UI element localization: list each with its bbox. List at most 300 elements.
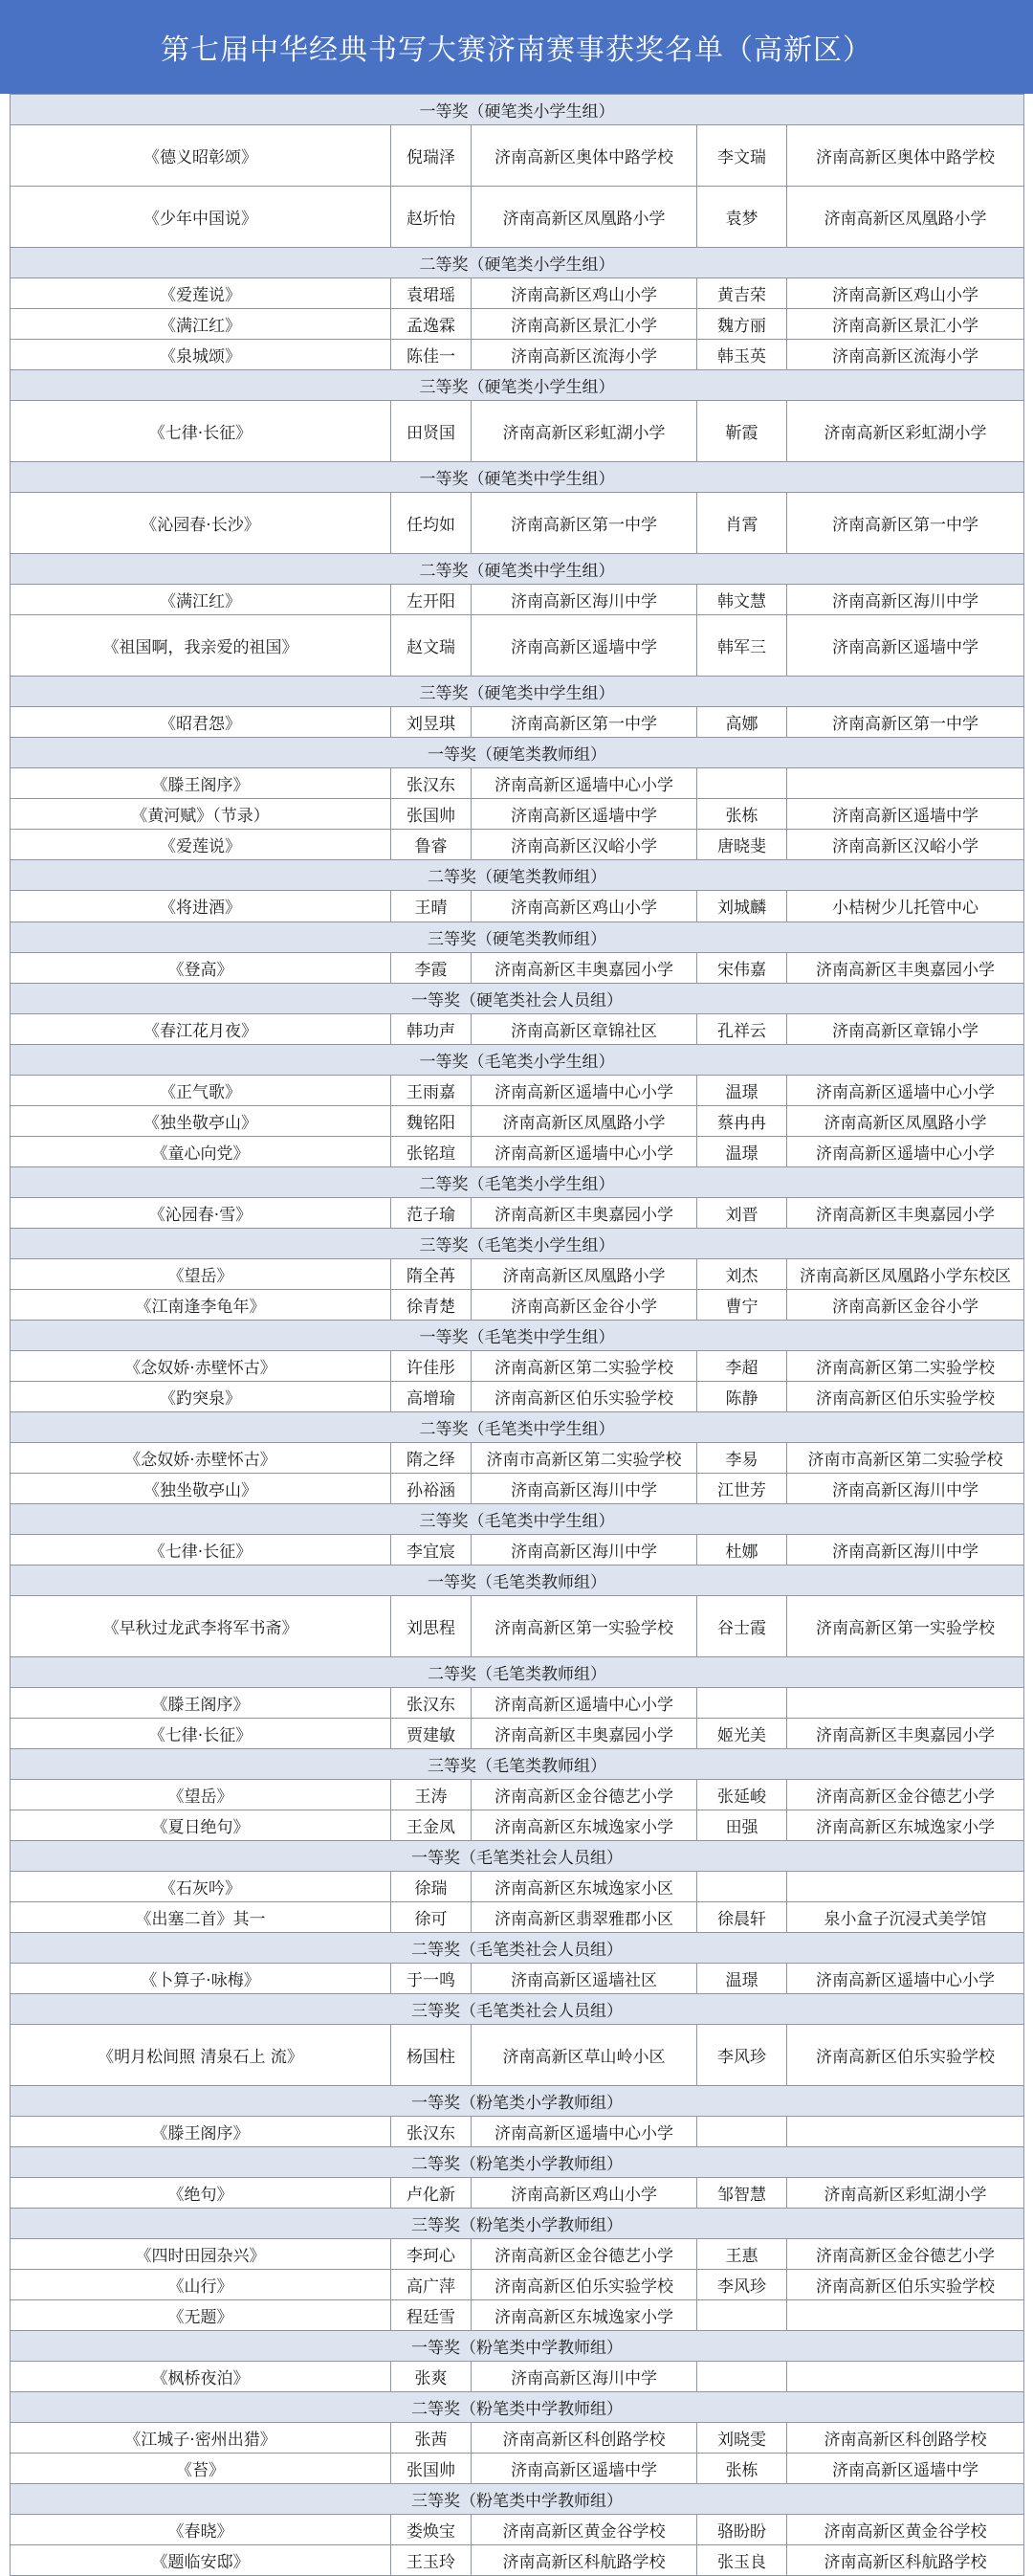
winner-name-cell: 倪瑞泽 <box>391 125 472 187</box>
work-title-cell: 《滕王阁序》 <box>11 1687 391 1718</box>
winner-name-cell: 徐可 <box>391 1902 472 1933</box>
section-header-row <box>11 2147 1024 2178</box>
work-title-cell: 《念奴娇·赤壁怀古》 <box>11 1350 391 1381</box>
winner-name-cell: 李宜宸 <box>391 1534 472 1565</box>
section-header: 二等奖（毛笔类中学生组） <box>11 1411 1024 1442</box>
work-title-cell: 《望岳》 <box>11 1779 391 1810</box>
teacher-school-cell: 济南高新区黄金谷学校 <box>787 2515 1024 2545</box>
table-row <box>11 1872 1024 1902</box>
section-header-row <box>11 860 1024 891</box>
section-header-row <box>11 2086 1024 2117</box>
teacher-name-cell: 张栋 <box>697 2454 787 2484</box>
work-title-cell: 《满江红》 <box>11 309 391 340</box>
teacher-name-cell: 江世芳 <box>697 1473 787 1503</box>
table-row <box>11 707 1024 738</box>
winner-school-cell: 济南高新区翡翠雅郡小区 <box>472 1902 697 1933</box>
teacher-school-cell: 济南高新区伯乐实验学校 <box>787 1381 1024 1411</box>
teacher-school-cell <box>787 768 1024 799</box>
work-title-cell: 《正气歌》 <box>11 1075 391 1105</box>
winner-school-cell: 济南高新区丰奥嘉园小学 <box>472 1718 697 1748</box>
teacher-name-cell: 韩文慧 <box>697 585 787 615</box>
winner-school-cell: 济南高新区遥墙中心小学 <box>472 1687 697 1718</box>
teacher-name-cell: 韩军三 <box>697 615 787 677</box>
table-row <box>11 585 1024 615</box>
table-row <box>11 2515 1024 2545</box>
winner-school-cell: 济南高新区科航路学校 <box>472 2545 697 2576</box>
section-header-row <box>11 248 1024 278</box>
table-row <box>11 2117 1024 2147</box>
teacher-name-cell: 田强 <box>697 1810 787 1840</box>
work-title-cell: 《爱莲说》 <box>11 830 391 860</box>
work-title-cell: 《独坐敬亭山》 <box>11 1473 391 1503</box>
work-title-cell: 《满江红》 <box>11 585 391 615</box>
table-row <box>11 1105 1024 1136</box>
teacher-name-cell: 李文瑞 <box>697 125 787 187</box>
winner-name-cell: 张汉东 <box>391 768 472 799</box>
winner-school-cell: 济南高新区遥墙中学 <box>472 799 697 830</box>
winner-school-cell: 济南高新区科创路学校 <box>472 2423 697 2454</box>
section-header: 二等奖（毛笔类社会人员组） <box>11 1933 1024 1964</box>
work-title-cell: 《少年中国说》 <box>11 187 391 248</box>
winner-name-cell: 韩功声 <box>391 1013 472 1044</box>
winner-name-cell: 孙裕涵 <box>391 1473 472 1503</box>
teacher-school-cell: 济南高新区章锦小学 <box>787 1013 1024 1044</box>
teacher-name-cell: 陈静 <box>697 1381 787 1411</box>
work-title-cell: 《德义昭彰颂》 <box>11 125 391 187</box>
winner-name-cell: 徐瑞 <box>391 1872 472 1902</box>
winner-name-cell: 程廷雪 <box>391 2300 472 2331</box>
winner-school-cell: 济南高新区遥墙中心小学 <box>472 2117 697 2147</box>
section-header: 三等奖（毛笔类中学生组） <box>11 1503 1024 1534</box>
teacher-school-cell: 济南高新区遥墙中学 <box>787 799 1024 830</box>
section-header: 一等奖（毛笔类小学生组） <box>11 1044 1024 1075</box>
winner-school-cell: 济南高新区遥墙中心小学 <box>472 768 697 799</box>
section-header: 三等奖（粉笔类小学教师组） <box>11 2209 1024 2239</box>
winner-name-cell: 王金凤 <box>391 1810 472 1840</box>
work-title-cell: 《滕王阁序》 <box>11 768 391 799</box>
winner-name-cell: 王涛 <box>391 1779 472 1810</box>
teacher-name-cell: 宋伟嘉 <box>697 952 787 983</box>
winner-school-cell: 济南高新区遥墙中心小学 <box>472 1136 697 1166</box>
winner-name-cell: 李霞 <box>391 952 472 983</box>
teacher-name-cell <box>697 2117 787 2147</box>
table-row <box>11 952 1024 983</box>
teacher-school-cell: 济南高新区丰奥嘉园小学 <box>787 1197 1024 1228</box>
winner-name-cell: 孟逸霖 <box>391 309 472 340</box>
teacher-name-cell: 蔡冉冉 <box>697 1105 787 1136</box>
teacher-school-cell: 济南高新区遥墙中心小学 <box>787 1075 1024 1105</box>
work-title-cell: 《夏日绝句》 <box>11 1810 391 1840</box>
winner-school-cell: 济南高新区金谷德艺小学 <box>472 2239 697 2270</box>
teacher-school-cell <box>787 2300 1024 2331</box>
section-header-row <box>11 370 1024 401</box>
teacher-school-cell: 济南高新区遥墙中心小学 <box>787 1136 1024 1166</box>
teacher-school-cell: 济南高新区奥体中路学校 <box>787 125 1024 187</box>
section-header: 二等奖（毛笔类教师组） <box>11 1656 1024 1687</box>
teacher-name-cell: 曹宁 <box>697 1289 787 1320</box>
work-title-cell: 《七律·长征》 <box>11 1534 391 1565</box>
winner-school-cell: 济南高新区凤凰路小学 <box>472 187 697 248</box>
teacher-school-cell: 济南高新区科创路学校 <box>787 2423 1024 2454</box>
winner-name-cell: 王玉玲 <box>391 2545 472 2576</box>
winner-name-cell: 魏铭阳 <box>391 1105 472 1136</box>
work-title-cell: 《登高》 <box>11 952 391 983</box>
winner-school-cell: 济南高新区遥墙中心小学 <box>472 1075 697 1105</box>
work-title-cell: 《山行》 <box>11 2270 391 2300</box>
winner-name-cell: 杨国柱 <box>391 2025 472 2086</box>
winner-school-cell: 济南高新区第二实验学校 <box>472 1350 697 1381</box>
teacher-name-cell: 张栋 <box>697 799 787 830</box>
section-header: 一等奖（毛笔类社会人员组） <box>11 1840 1024 1871</box>
teacher-school-cell: 济南市高新区第二实验学校 <box>787 1442 1024 1473</box>
teacher-name-cell <box>697 2362 787 2392</box>
winner-name-cell: 隋全苒 <box>391 1258 472 1289</box>
table-row <box>11 1902 1024 1933</box>
winner-name-cell: 王晴 <box>391 891 472 922</box>
winner-name-cell: 张茜 <box>391 2423 472 2454</box>
teacher-school-cell: 济南高新区伯乐实验学校 <box>787 2025 1024 2086</box>
section-header: 一等奖（毛笔类教师组） <box>11 1565 1024 1595</box>
winner-school-cell: 济南高新区鸡山小学 <box>472 891 697 922</box>
table-row <box>11 1718 1024 1748</box>
section-header-row <box>11 1411 1024 1442</box>
teacher-school-cell: 泉小盒子沉浸式美学馆 <box>787 1902 1024 1933</box>
teacher-name-cell: 李风珍 <box>697 2025 787 2086</box>
winner-name-cell: 王雨嘉 <box>391 1075 472 1105</box>
teacher-school-cell: 济南高新区彩虹湖小学 <box>787 2178 1024 2209</box>
teacher-name-cell <box>697 2300 787 2331</box>
section-header: 一等奖（硬笔类社会人员组） <box>11 983 1024 1013</box>
teacher-name-cell: 王惠 <box>697 2239 787 2270</box>
section-header: 二等奖（硬笔类小学生组） <box>11 248 1024 278</box>
winner-name-cell: 隋之绎 <box>391 1442 472 1473</box>
section-header-row <box>11 1503 1024 1534</box>
table-row <box>11 1289 1024 1320</box>
winner-school-cell: 济南高新区景汇小学 <box>472 309 697 340</box>
table-row <box>11 2025 1024 2086</box>
teacher-school-cell: 济南高新区凤凰路小学 <box>787 1105 1024 1136</box>
winner-name-cell: 张国帅 <box>391 2454 472 2484</box>
section-header-row <box>11 2331 1024 2362</box>
work-title-cell: 《泉城颂》 <box>11 340 391 370</box>
section-header-row <box>11 1748 1024 1779</box>
work-title-cell: 《趵突泉》 <box>11 1381 391 1411</box>
section-header-row <box>11 1933 1024 1964</box>
work-title-cell: 《江南逢李龟年》 <box>11 1289 391 1320</box>
table-row <box>11 1136 1024 1166</box>
winner-name-cell: 李珂心 <box>391 2239 472 2270</box>
work-title-cell: 《四时田园杂兴》 <box>11 2239 391 2270</box>
work-title-cell: 《春晓》 <box>11 2515 391 2545</box>
section-header: 三等奖（毛笔类小学生组） <box>11 1228 1024 1258</box>
winner-school-cell: 济南高新区鸡山小学 <box>472 278 697 309</box>
teacher-name-cell: 姬光美 <box>697 1718 787 1748</box>
table-row <box>11 1350 1024 1381</box>
winner-school-cell: 济南高新区鸡山小学 <box>472 2178 697 2209</box>
winner-school-cell: 济南高新区东城逸家小区 <box>472 1872 697 1902</box>
work-title-cell: 《卜算子·咏梅》 <box>11 1964 391 1994</box>
teacher-name-cell: 刘杰 <box>697 1258 787 1289</box>
winner-school-cell: 济南高新区第一中学 <box>472 707 697 738</box>
teacher-name-cell <box>697 1687 787 1718</box>
teacher-school-cell: 济南高新区科航路学校 <box>787 2545 1024 2576</box>
section-header: 二等奖（粉笔类小学教师组） <box>11 2147 1024 2178</box>
winner-school-cell: 济南高新区第一实验学校 <box>472 1595 697 1656</box>
table-row <box>11 2239 1024 2270</box>
winner-name-cell: 张汉东 <box>391 2117 472 2147</box>
table-row <box>11 2300 1024 2331</box>
teacher-school-cell <box>787 2362 1024 2392</box>
winner-name-cell: 许佳彤 <box>391 1350 472 1381</box>
teacher-name-cell: 谷士霞 <box>697 1595 787 1656</box>
teacher-name-cell: 黄吉荣 <box>697 278 787 309</box>
teacher-name-cell: 邹智慧 <box>697 2178 787 2209</box>
table-row <box>11 2545 1024 2576</box>
work-title-cell: 《黄河赋》（节录） <box>11 799 391 830</box>
teacher-school-cell: 小桔树少儿托管中心 <box>787 891 1024 922</box>
winner-school-cell: 济南高新区凤凰路小学 <box>472 1258 697 1289</box>
winner-name-cell: 张国帅 <box>391 799 472 830</box>
table-row <box>11 2270 1024 2300</box>
table-row <box>11 493 1024 554</box>
teacher-school-cell: 济南高新区伯乐实验学校 <box>787 2270 1024 2300</box>
winner-name-cell: 陈佳一 <box>391 340 472 370</box>
section-header-row <box>11 1994 1024 2025</box>
teacher-name-cell: 高娜 <box>697 707 787 738</box>
work-title-cell: 《昭君怨》 <box>11 707 391 738</box>
table-row <box>11 615 1024 677</box>
section-header: 二等奖（毛笔类小学生组） <box>11 1166 1024 1197</box>
section-header: 一等奖（粉笔类小学教师组） <box>11 2086 1024 2117</box>
section-header-row <box>11 1044 1024 1075</box>
section-header: 一等奖（硬笔类中学生组） <box>11 462 1024 493</box>
section-header: 一等奖（硬笔类小学生组） <box>11 95 1024 125</box>
winner-name-cell: 张爽 <box>391 2362 472 2392</box>
teacher-school-cell: 济南高新区流海小学 <box>787 340 1024 370</box>
section-header-row <box>11 1565 1024 1595</box>
winner-school-cell: 济南高新区汉峪小学 <box>472 830 697 860</box>
section-header: 三等奖（硬笔类教师组） <box>11 922 1024 952</box>
winner-school-cell: 济南高新区章锦社区 <box>472 1013 697 1044</box>
work-title-cell: 《望岳》 <box>11 1258 391 1289</box>
section-header-row <box>11 554 1024 585</box>
teacher-school-cell: 济南高新区金谷德艺小学 <box>787 2239 1024 2270</box>
winner-name-cell: 赵文瑞 <box>391 615 472 677</box>
winner-school-cell: 济南高新区金谷小学 <box>472 1289 697 1320</box>
table-row <box>11 830 1024 860</box>
teacher-name-cell: 孔祥云 <box>697 1013 787 1044</box>
teacher-name-cell: 李超 <box>697 1350 787 1381</box>
work-title-cell: 《念奴娇·赤壁怀古》 <box>11 1442 391 1473</box>
page-title: 第七届中华经典书写大赛济南赛事获奖名单（高新区） <box>0 0 1033 94</box>
teacher-name-cell: 徐晨轩 <box>697 1902 787 1933</box>
teacher-school-cell: 济南高新区凤凰路小学东校区 <box>787 1258 1024 1289</box>
table-row <box>11 2178 1024 2209</box>
winner-school-cell: 济南高新区海川中学 <box>472 1534 697 1565</box>
section-header: 二等奖（硬笔类教师组） <box>11 860 1024 891</box>
section-header-row <box>11 2484 1024 2515</box>
table-row <box>11 1810 1024 1840</box>
table-row <box>11 125 1024 187</box>
winner-school-cell: 济南高新区遥墙中学 <box>472 615 697 677</box>
teacher-name-cell: 肖霄 <box>697 493 787 554</box>
work-title-cell: 《石灰吟》 <box>11 1872 391 1902</box>
table-row <box>11 2423 1024 2454</box>
winner-name-cell: 高广萍 <box>391 2270 472 2300</box>
winner-school-cell: 济南高新区东城逸家小学 <box>472 1810 697 1840</box>
work-title-cell: 《苔》 <box>11 2454 391 2484</box>
teacher-name-cell: 刘晋 <box>697 1197 787 1228</box>
winner-name-cell: 高增瑜 <box>391 1381 472 1411</box>
section-header: 一等奖（硬笔类教师组） <box>11 738 1024 768</box>
table-row <box>11 891 1024 922</box>
table-row <box>11 2362 1024 2392</box>
section-header: 三等奖（毛笔类教师组） <box>11 1748 1024 1779</box>
section-header-row <box>11 1840 1024 1871</box>
work-title-cell: 《枫桥夜泊》 <box>11 2362 391 2392</box>
winner-school-cell: 济南高新区东城逸家小学 <box>472 2300 697 2331</box>
table-row <box>11 1197 1024 1228</box>
winner-name-cell: 娄焕宝 <box>391 2515 472 2545</box>
winner-name-cell: 张汉东 <box>391 1687 472 1718</box>
section-header-row <box>11 2209 1024 2239</box>
table-row <box>11 1381 1024 1411</box>
teacher-name-cell: 刘城麟 <box>697 891 787 922</box>
work-title-cell: 《爱莲说》 <box>11 278 391 309</box>
work-title-cell: 《独坐敬亭山》 <box>11 1105 391 1136</box>
winner-name-cell: 于一鸣 <box>391 1964 472 1994</box>
table-row <box>11 340 1024 370</box>
work-title-cell: 《无题》 <box>11 2300 391 2331</box>
winner-name-cell: 贾建敏 <box>391 1718 472 1748</box>
teacher-school-cell: 济南高新区海川中学 <box>787 1473 1024 1503</box>
table-row <box>11 799 1024 830</box>
winner-school-cell: 济南高新区海川中学 <box>472 1473 697 1503</box>
teacher-school-cell: 济南高新区遥墙中心小学 <box>787 1964 1024 1994</box>
table-row <box>11 1075 1024 1105</box>
teacher-school-cell: 济南高新区彩虹湖小学 <box>787 401 1024 462</box>
teacher-name-cell: 魏方丽 <box>697 309 787 340</box>
winner-name-cell: 袁珺瑶 <box>391 278 472 309</box>
section-header: 一等奖（粉笔类中学教师组） <box>11 2331 1024 2362</box>
work-title-cell: 《童心向党》 <box>11 1136 391 1166</box>
teacher-school-cell: 济南高新区第二实验学校 <box>787 1350 1024 1381</box>
winner-school-cell: 济南高新区黄金谷学校 <box>472 2515 697 2545</box>
table-row <box>11 1534 1024 1565</box>
winner-name-cell: 徐青楚 <box>391 1289 472 1320</box>
teacher-name-cell: 李易 <box>697 1442 787 1473</box>
work-title-cell: 《将进酒》 <box>11 891 391 922</box>
teacher-name-cell: 温璟 <box>697 1075 787 1105</box>
teacher-name-cell <box>697 1872 787 1902</box>
work-title-cell: 《沁园春·雪》 <box>11 1197 391 1228</box>
section-header: 三等奖（硬笔类中学生组） <box>11 677 1024 707</box>
table-row <box>11 1258 1024 1289</box>
work-title-cell: 《滕王阁序》 <box>11 2117 391 2147</box>
teacher-school-cell: 济南高新区金谷德艺小学 <box>787 1779 1024 1810</box>
winner-name-cell: 田贤国 <box>391 401 472 462</box>
teacher-school-cell: 济南高新区丰奥嘉园小学 <box>787 952 1024 983</box>
winner-name-cell: 赵圻怡 <box>391 187 472 248</box>
teacher-name-cell: 靳霞 <box>697 401 787 462</box>
table-row <box>11 1473 1024 1503</box>
teacher-name-cell: 唐晓斐 <box>697 830 787 860</box>
teacher-name-cell: 杜娜 <box>697 1534 787 1565</box>
teacher-school-cell: 济南高新区第一中学 <box>787 707 1024 738</box>
winner-school-cell: 济南高新区凤凰路小学 <box>472 1105 697 1136</box>
table-row <box>11 1779 1024 1810</box>
winner-school-cell: 济南高新区奥体中路学校 <box>472 125 697 187</box>
winner-name-cell: 刘昱琪 <box>391 707 472 738</box>
section-header-row <box>11 95 1024 125</box>
teacher-school-cell <box>787 1872 1024 1902</box>
work-title-cell: 《早秋过龙武李将军书斋》 <box>11 1595 391 1656</box>
teacher-school-cell <box>787 1687 1024 1718</box>
teacher-school-cell: 济南高新区第一实验学校 <box>787 1595 1024 1656</box>
section-header-row <box>11 462 1024 493</box>
teacher-name-cell <box>697 768 787 799</box>
winner-school-cell: 济南高新区海川中学 <box>472 2362 697 2392</box>
winner-name-cell: 范子瑜 <box>391 1197 472 1228</box>
table-row <box>11 401 1024 462</box>
teacher-school-cell: 济南高新区东城逸家小学 <box>787 1810 1024 1840</box>
teacher-school-cell: 济南高新区金谷小学 <box>787 1289 1024 1320</box>
table-row <box>11 2454 1024 2484</box>
winner-school-cell: 济南高新区遥墙中学 <box>472 2454 697 2484</box>
work-title-cell: 《出塞二首》其一 <box>11 1902 391 1933</box>
teacher-name-cell: 张玉良 <box>697 2545 787 2576</box>
teacher-name-cell: 李风珍 <box>697 2270 787 2300</box>
work-title-cell: 《明月松间照 清泉石上 流》 <box>11 2025 391 2086</box>
work-title-cell: 《沁园春·长沙》 <box>11 493 391 554</box>
work-title-cell: 《绝句》 <box>11 2178 391 2209</box>
teacher-name-cell: 骆盼盼 <box>697 2515 787 2545</box>
winner-school-cell: 济南高新区第一中学 <box>472 493 697 554</box>
table-row <box>11 187 1024 248</box>
section-header-row <box>11 1166 1024 1197</box>
section-header: 三等奖（毛笔类社会人员组） <box>11 1994 1024 2025</box>
table-row <box>11 1595 1024 1656</box>
teacher-name-cell: 温璟 <box>697 1136 787 1166</box>
work-title-cell: 《春江花月夜》 <box>11 1013 391 1044</box>
section-header-row <box>11 922 1024 952</box>
work-title-cell: 《七律·长征》 <box>11 401 391 462</box>
teacher-school-cell: 济南高新区汉峪小学 <box>787 830 1024 860</box>
section-header-row <box>11 677 1024 707</box>
section-header-row <box>11 1228 1024 1258</box>
winner-name-cell: 任均如 <box>391 493 472 554</box>
winner-name-cell: 张铭瑄 <box>391 1136 472 1166</box>
award-table <box>10 94 1024 2576</box>
teacher-name-cell: 袁梦 <box>697 187 787 248</box>
table-row <box>11 1687 1024 1718</box>
award-table-body <box>11 95 1024 2576</box>
table-row <box>11 1964 1024 1994</box>
work-title-cell: 《七律·长征》 <box>11 1718 391 1748</box>
table-row <box>11 278 1024 309</box>
winner-school-cell: 济南高新区金谷德艺小学 <box>472 1779 697 1810</box>
teacher-school-cell: 济南高新区鸡山小学 <box>787 278 1024 309</box>
teacher-school-cell: 济南高新区丰奥嘉园小学 <box>787 1718 1024 1748</box>
section-header: 二等奖（粉笔类中学教师组） <box>11 2392 1024 2423</box>
table-row <box>11 1013 1024 1044</box>
section-header-row <box>11 983 1024 1013</box>
teacher-school-cell: 济南高新区海川中学 <box>787 585 1024 615</box>
winner-school-cell: 济南高新区伯乐实验学校 <box>472 1381 697 1411</box>
teacher-name-cell: 张延峻 <box>697 1779 787 1810</box>
section-header-row <box>11 738 1024 768</box>
winner-name-cell: 刘思程 <box>391 1595 472 1656</box>
